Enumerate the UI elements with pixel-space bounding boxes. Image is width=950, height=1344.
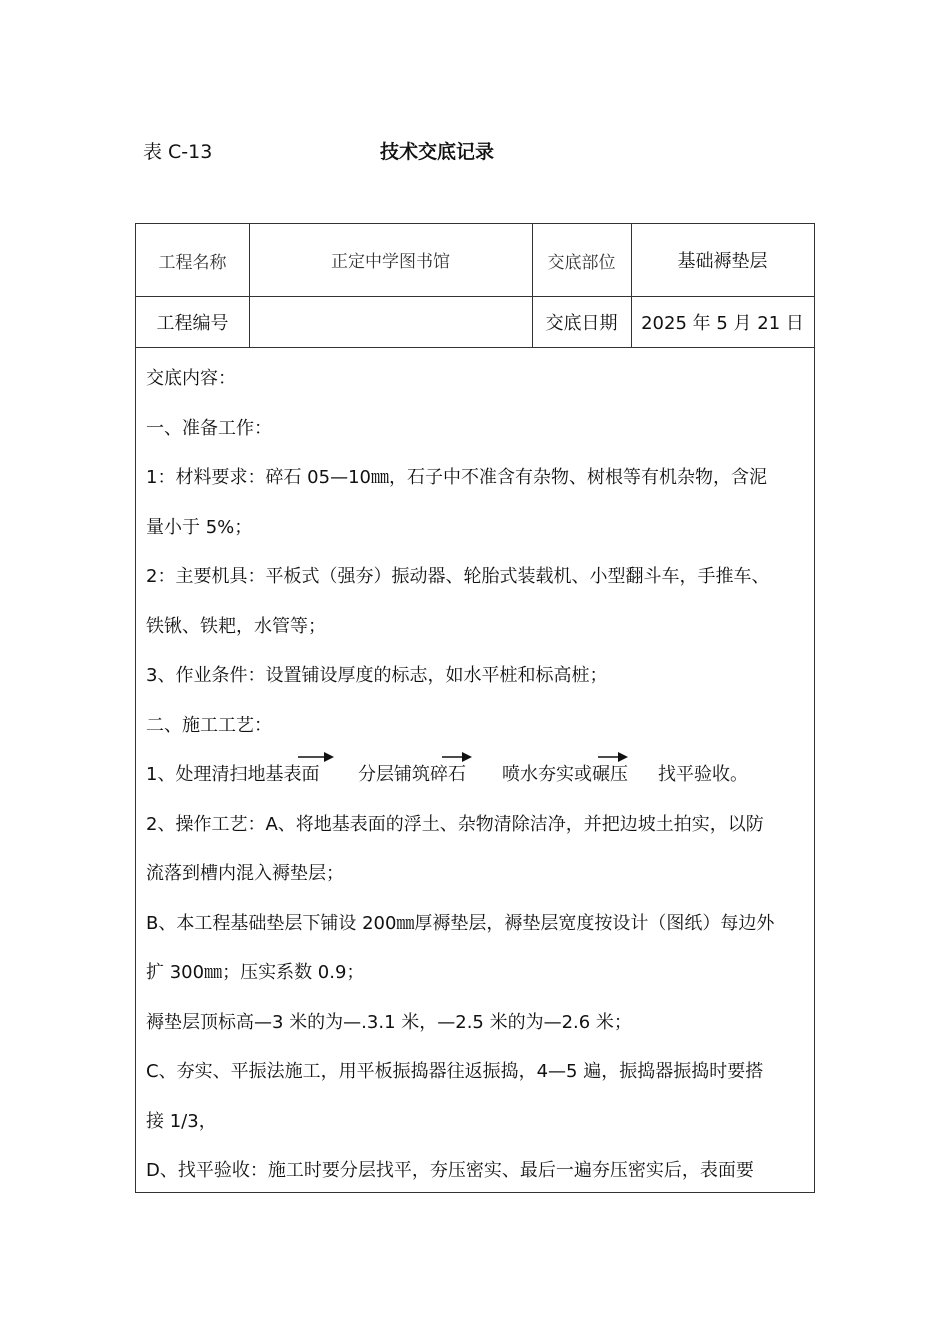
- form-code: 表 C-13: [143, 141, 213, 163]
- content-line: 交底内容：: [146, 368, 236, 389]
- content-line: 褥垫层顶标高—3 米的为—.3.1 米，—2.5 米的为—2.6 米；: [146, 1012, 632, 1033]
- content-line: 1：材料要求：碎石 05—10㎜，石子中不准含有杂物、树根等有机杂物，含泥: [146, 467, 767, 488]
- content-line: 扩 300㎜；压实系数 0.9；: [146, 962, 365, 983]
- project-number-label: 工程编号: [156, 312, 229, 334]
- content-line: D、找平验收：施工时要分层找平，夯压密实、最后一遍夯压密实后，表面要: [146, 1160, 754, 1181]
- arrow-right-icon: [598, 750, 628, 766]
- content-line: 铁锹、铁耙，水管等；: [146, 616, 326, 637]
- content-line: 流落到槽内混入褥垫层；: [146, 863, 344, 884]
- process-step: 分层铺筑碎石: [358, 764, 466, 785]
- content-line: 接 1/3，: [146, 1111, 217, 1132]
- content-line: C、夯实、平振法施工，用平板振捣器往返振捣，4—5 遍，振捣器振捣时要搭: [146, 1061, 764, 1082]
- handover-date-label: 交底日期: [545, 312, 618, 334]
- handover-date-value: 2025 年 5 月 21 日: [641, 312, 804, 334]
- project-name-value: 正定中学图书馆: [331, 251, 450, 272]
- handover-part-value: 基础褥垫层: [677, 251, 768, 272]
- content-line: 3、作业条件：设置铺设厚度的标志，如水平桩和标高桩；: [146, 665, 608, 686]
- row-divider: [136, 347, 814, 348]
- process-step: 1、处理清扫地基表面: [146, 764, 320, 785]
- handover-record-table: [135, 223, 815, 1193]
- handover-content: [146, 360, 808, 1190]
- content-line: B、本工程基础垫层下铺设 200㎜厚褥垫层，褥垫层宽度按设计（图纸）每边外: [146, 913, 775, 934]
- handover-part-label: 交底部位: [547, 252, 616, 273]
- content-line: 量小于 5%；: [146, 517, 253, 538]
- arrow-right-icon: [442, 750, 472, 766]
- project-name-label: 工程名称: [158, 252, 227, 273]
- arrow-right-icon: [298, 750, 334, 766]
- content-line: 一、准备工作：: [146, 418, 272, 439]
- process-step: 喷水夯实或碾压: [502, 764, 628, 785]
- content-line: 2：主要机具：平板式（强夯）振动器、轮胎式装载机、小型翻斗车，手推车、: [146, 566, 770, 587]
- process-step: 找平验收。: [658, 764, 748, 785]
- content-line: 2、操作工艺：A、将地基表面的浮土、杂物清除洁净，并把边坡土拍实，以防: [146, 814, 764, 835]
- project-number-value: [249, 296, 532, 347]
- process-flow: [146, 760, 808, 790]
- document-title: 技术交底记录: [380, 141, 495, 163]
- content-line: 二、施工工艺：: [146, 715, 272, 736]
